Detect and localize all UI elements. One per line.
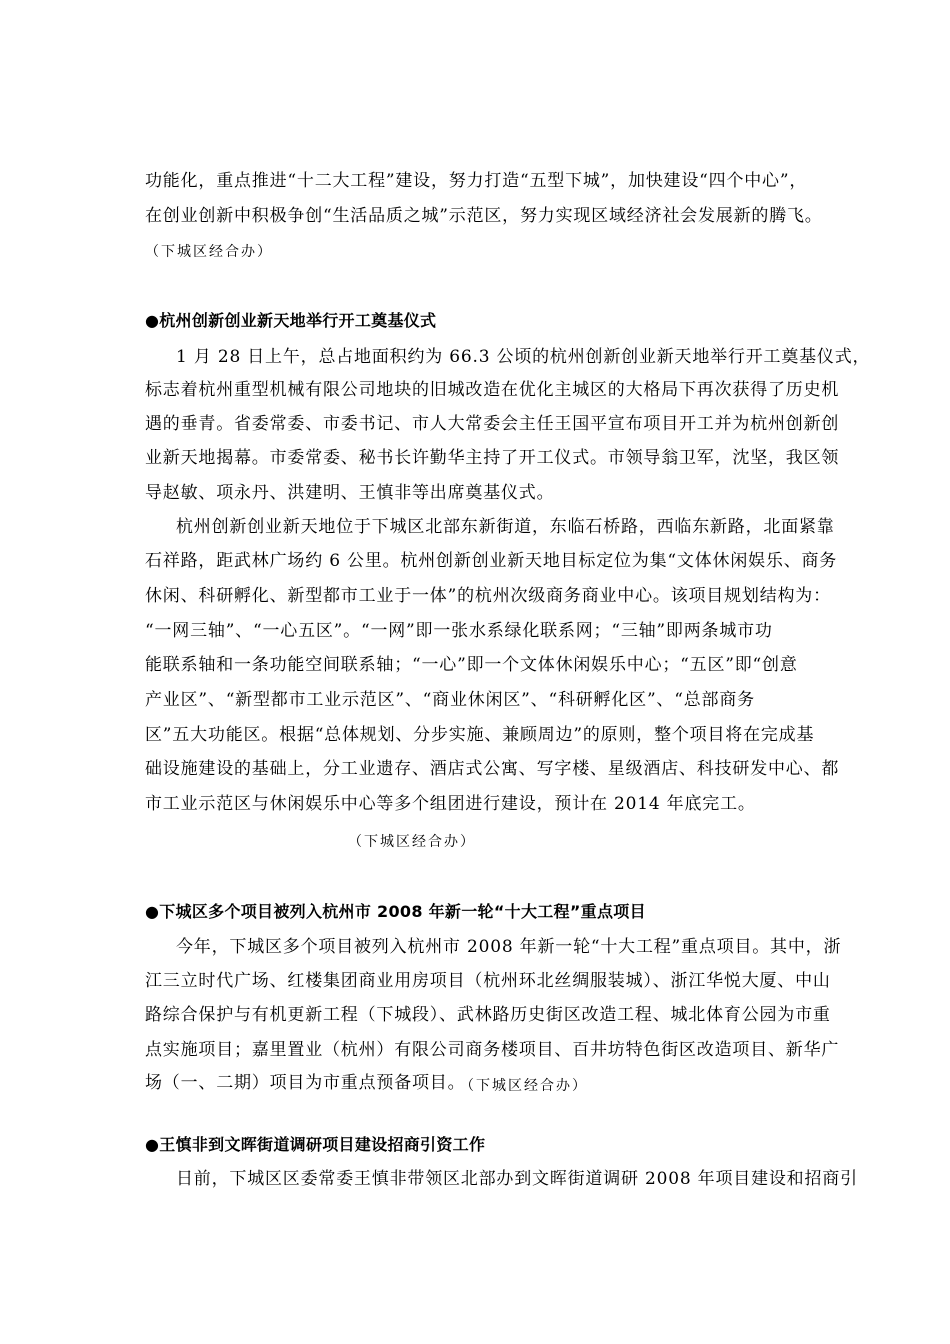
article1-line-3: 遇的垂青。省委常委、市委书记、市人大常委会主任王国平宣布项目开工并为杭州创新创	[145, 414, 840, 434]
article1-line-4: 业新天地揭幕。市委常委、秘书长许勤华主持了开工仪式。市领导翁卫军，沈坚，我区领	[145, 448, 840, 468]
article1-line-13: 础设施建设的基础上，分工业遗存、酒店式公寓、写字楼、星级酒店、科技研发中心、都	[145, 759, 840, 779]
article2-line-2: 江三立时代广场、红楼集团商业用房项目（杭州环北丝绸服装城）、浙江华悦大厦、中山	[145, 971, 831, 991]
article2-line-1: 今年，下城区多个项目被列入杭州市 2008 年新一轮“十大工程”重点项目。其中，浙	[176, 937, 842, 957]
article3-title: ●王慎非到文晖街道调研项目建设招商引资工作	[145, 1135, 486, 1154]
intro-line-2: 在创业创新中积极争创“生活品质之城”示范区，努力实现区域经济社会发展新的腾飞。	[145, 206, 823, 226]
article1-source: （下城区经合办）	[348, 834, 476, 850]
article2-line-5: 场（一、二期）项目为市重点预备项目。	[145, 1073, 466, 1093]
article1-line-5: 导赵敏、项永丹、洪建明、王慎非等出席奠基仪式。	[145, 483, 555, 503]
intro-line-1: 功能化，重点推进“十二大工程”建设，努力打造“五型下城”，加快建设“四个中心”，	[145, 171, 808, 191]
article2-line-3: 路综合保护与有机更新工程（下城段）、武林路历史街区改造工程、城北体育公园为市重	[145, 1005, 831, 1025]
article2-line-4: 点实施项目；嘉里置业（杭州）有限公司商务楼项目、百井坊特色街区改造项目、新华广	[145, 1040, 840, 1060]
article1-title: ●杭州创新创业新天地举行开工奠基仪式	[145, 311, 437, 330]
article1-line-11: 产业区”、“新型都市工业示范区”、“商业休闲区”、“科研孵化区”、“总部商务	[145, 690, 755, 710]
article2-source: （下城区经合办）	[460, 1078, 588, 1094]
article1-line-6: 杭州创新创业新天地位于下城区北部东新街道，东临石桥路，西临东新路，北面紧靠	[176, 517, 835, 537]
article1-line-2: 标志着杭州重型机械有限公司地块的旧城改造在优化主城区的大格局下再次获得了历史机	[145, 380, 840, 400]
article1-line-9: “一网三轴”、“一心五区”。“一网”即一张水系绿化联系网；“三轴”即两条城市功	[145, 621, 773, 641]
article2-title: ●下城区多个项目被列入杭州市 2008 年新一轮“十大工程”重点项目	[145, 902, 646, 921]
article1-line-14: 市工业示范区与休闲娱乐中心等多个组团进行建设，预计在 2014 年底完工。	[145, 794, 756, 814]
intro-source: （下城区经合办）	[145, 244, 273, 260]
article1-line-8: 休闲、科研孵化、新型都市工业于一体”的杭州次级商务商业中心。该项目规划结构为：	[145, 586, 831, 606]
article1-line-10: 能联系轴和一条功能空间联系轴；“一心”即一个文体休闲娱乐中心；“五区”即“创意	[145, 655, 798, 675]
article1-line-12: 区”五大功能区。根据“总体规划、分步实施、兼顾周边”的原则，整个项目将在完成基	[145, 725, 815, 745]
article3-line-1: 日前，下城区区委常委王慎非带领区北部办到文晖街道调研 2008 年项目建设和招商引	[176, 1169, 858, 1189]
article1-line-7: 石祥路，距武林广场约 6 公里。杭州创新创业新天地目标定位为集“文体休闲娱乐、商务	[145, 551, 838, 571]
article1-line-1: 1 月 28 日上午，总占地面积约为 66.3 公顷的杭州创新创业新天地举行开工奠基仪式，	[176, 347, 871, 367]
